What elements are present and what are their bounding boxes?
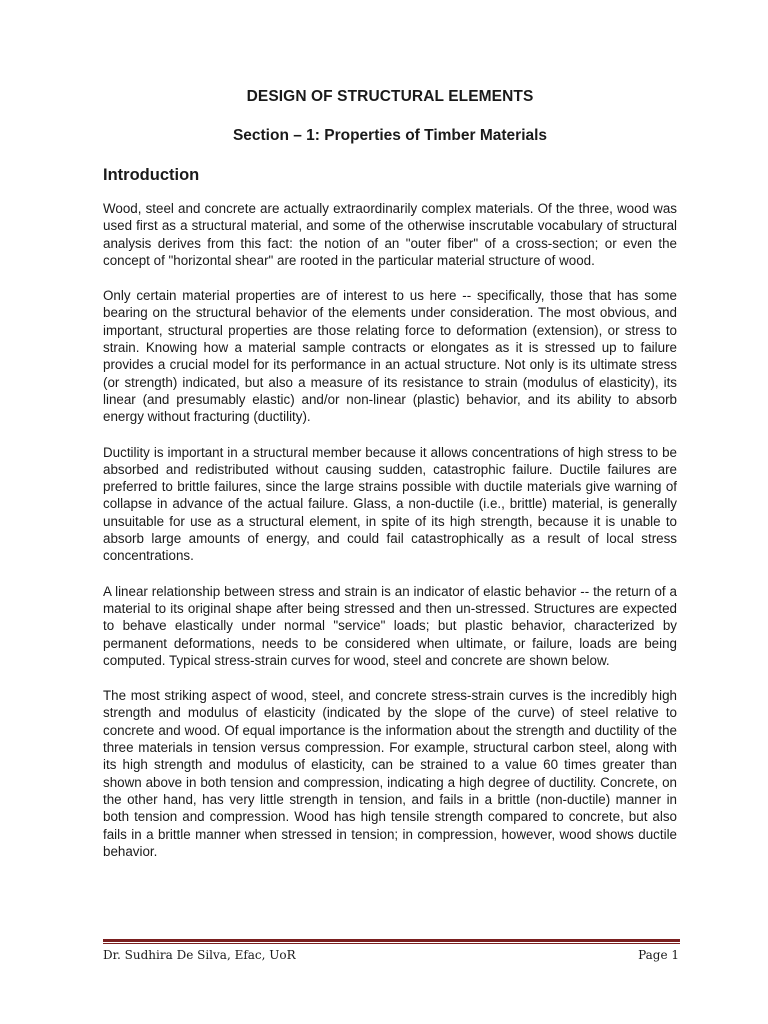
paragraph-2: Only certain material properties are of interest to us here -- specifically, those that has some bearing on the structural behavior of the elements under consideration. The most obvious, and important, structural properties are those relating force to deformation (extension), or stress to strain. Knowing how a material sample contracts or elongates as it is stressed up to failure provides a crucial model for its performance in an actual structure. Not only is its ultimate stress (or strength) indicated, but also a measure of its resistance to strain (modulus of elasticity), its linear (and presumably elastic) and/or non-linear (plastic) behavior, and its ability to absorb energy without fracturing (ductility). [103, 288, 677, 425]
document-page [103, 0, 677, 1024]
footer-rule-thick [103, 939, 680, 942]
footer-author: Dr. Sudhira De Silva, Efac, UoR [103, 948, 296, 962]
introduction-heading: Introduction [103, 166, 200, 184]
body-text [103, 200, 677, 878]
document-title: DESIGN OF STRUCTURAL ELEMENTS [246, 88, 534, 105]
paragraph-4: A linear relationship between stress and strain is an indicator of elastic behavior -- the return of a material to its original shape after being stressed and then un-stressed. Structures are expected to behave elastically under normal "service" loads; but plastic behavior, characterized by permanent deformations, needs to be considered when ultimate, or failure, loads are being computed. Typical stress-strain curves for wood, steel and concrete are shown below. [103, 583, 677, 668]
footer-rule-thin [103, 943, 680, 944]
paragraph-1: Wood, steel and concrete are actually extraordinarily complex materials. Of the three, wood was used first as a structural material, and some of the otherwise inscrutable vocabulary of structural analysis derives from this fact: the notion of an "outer fiber" of a cross-section; or even the concept of "horizontal shear" are rooted in the particular material structure of wood. [103, 201, 677, 268]
section-title: Section – 1: Properties of Timber Materials [232, 127, 548, 144]
paragraph-5: The most striking aspect of wood, steel, and concrete stress-strain curves is the incredibly high strength and modulus of elasticity (indicated by the slope of the curve) of steel relative to concrete and wood. Of equal importance is the information about the strength and ductility of the three materials in tension versus compression. For example, structural carbon steel, along with its high strength and modulus of elasticity, can be strained to a value 60 times greater than shown above in both tension and compression, indicating a high degree of ductility. Concrete, on the other hand, has very little strength in tension, and fails in a brittle (non-ductile) manner in both tension and compression. Wood has high tensile strength compared to concrete, but also fails in a brittle manner when stressed in tension; in compression, however, wood shows ductile behavior. [103, 688, 677, 859]
footer-page-number: Page 1 [638, 948, 679, 962]
paragraph-3: Ductility is important in a structural member because it allows concentrations of high stress to be absorbed and redistributed without causing sudden, catastrophic failure. Ductile failures are preferred to brittle failures, since the large strains possible with ductile materials give warning of collapse in advance of the actual failure. Glass, a non-ductile (i.e., brittle) material, is generally unsuitable for use as a structural element, in spite of its high strength, because it is unable to absorb large amounts of energy, and could fail catastrophically as a result of local stress concentrations. [103, 444, 677, 564]
